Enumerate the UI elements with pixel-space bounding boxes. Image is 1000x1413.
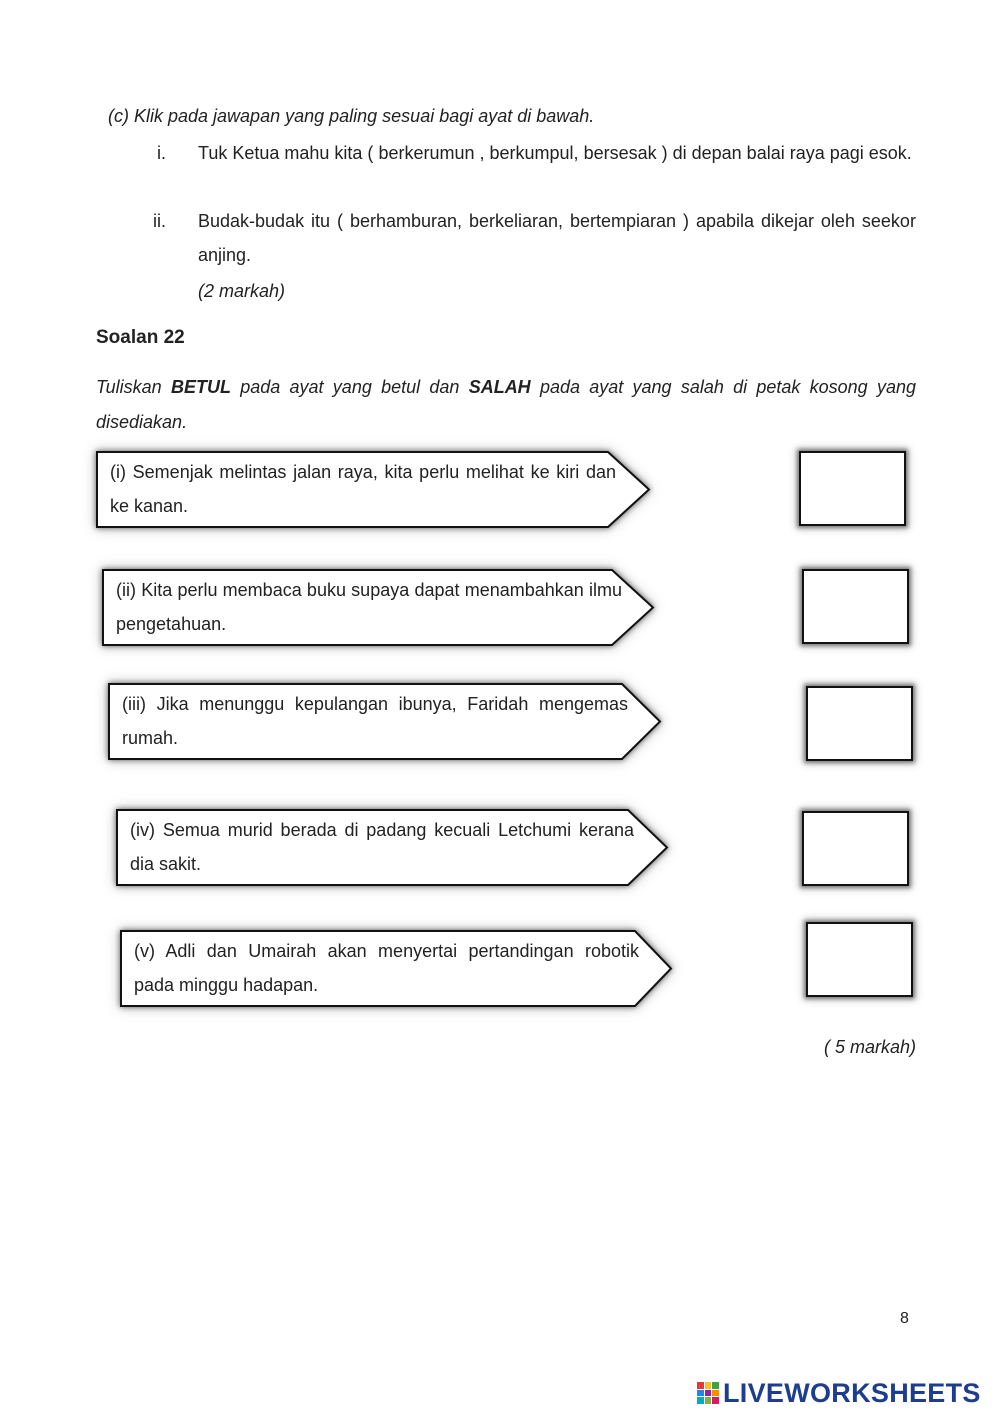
- logo-square: [705, 1397, 712, 1404]
- statement-ii-text: (ii) Kita perlu membaca buku supaya dapat menambahkan ilmu pengetahuan.: [116, 580, 622, 634]
- choice-berkeliaran[interactable]: berkeliaran: [468, 211, 559, 231]
- logo-grid-icon: [697, 1382, 719, 1404]
- answer-box-v[interactable]: [806, 922, 913, 997]
- item-ii-sentence: Budak-budak itu ( berhamburan, berkeliaran, bertempiaran ) apabila dikejar oleh seekor anjing.: [198, 211, 916, 265]
- question-22-title: Soalan 22: [96, 327, 185, 348]
- page-number: 8: [900, 1310, 909, 1327]
- choice-bersesak[interactable]: bersesak: [583, 143, 657, 163]
- logo-square: [697, 1397, 704, 1404]
- instruction-part-2: pada ayat yang betul dan: [240, 377, 460, 397]
- item-ii-before: Budak-budak itu (: [198, 211, 343, 231]
- choice-berhamburan[interactable]: berhamburan: [349, 211, 458, 231]
- statement-i: [96, 451, 650, 528]
- choice-berkumpul[interactable]: berkumpul: [489, 143, 574, 163]
- logo-square: [705, 1382, 712, 1389]
- item-i-before: Tuk Ketua mahu kita (: [198, 143, 374, 163]
- answer-box-iv[interactable]: [802, 811, 909, 886]
- answer-box-iii[interactable]: [806, 686, 913, 761]
- choice-bertempiaran[interactable]: bertempiaran: [569, 211, 677, 231]
- statement-iv-text: (iv) Semua murid berada di padang kecuali Letchumi kerana dia sakit.: [130, 820, 634, 874]
- choice-berkerumun[interactable]: berkerumun: [378, 143, 475, 163]
- part-c-marks: (2 markah): [198, 281, 286, 301]
- instruction-betul: BETUL: [170, 377, 231, 397]
- instruction-salah: SALAH: [468, 377, 531, 397]
- logo-square: [705, 1390, 712, 1397]
- item-i-after: ) di depan balai raya pagi esok.: [661, 143, 912, 163]
- statement-iii-text: (iii) Jika menunggu kepulangan ibunya, Faridah mengemas rumah.: [122, 694, 628, 748]
- item-ii-after: ) apabila dikejar oleh seekor anjing.: [198, 211, 916, 265]
- instruction-part-3: pada ayat yang salah di petak kosong yang disediakan.: [96, 377, 916, 432]
- answer-box-ii[interactable]: [802, 569, 909, 644]
- logo-brand-text: LIVEWORKSHEETS: [723, 1377, 981, 1408]
- logo-square: [697, 1382, 704, 1389]
- logo-square: [712, 1382, 719, 1389]
- logo-square: [697, 1390, 704, 1397]
- statement-iv: [116, 809, 668, 886]
- logo-square: [712, 1397, 719, 1404]
- item-i-sentence: Tuk Ketua mahu kita ( berkerumun , berkumpul, bersesak ) di depan balai raya pagi esok.: [198, 143, 912, 163]
- question-22-marks: ( 5 markah): [823, 1037, 916, 1057]
- statement-v-text: (v) Adli dan Umairah akan menyertai pertandingan robotik pada minggu hadapan.: [134, 941, 639, 995]
- statement-ii: [102, 569, 654, 646]
- statement-i-text: (i) Semenjak melintas jalan raya, kita perlu melihat ke kiri dan ke kanan.: [110, 462, 616, 516]
- answer-box-i[interactable]: [799, 451, 906, 526]
- part-c-instruction: (c) Klik pada jawapan yang paling sesuai bagi ayat di bawah.: [108, 106, 595, 126]
- question-22-instruction: [96, 370, 916, 440]
- logo-square: [712, 1390, 719, 1397]
- statement-iii: [108, 683, 661, 760]
- item-i-numeral: i.: [157, 143, 166, 163]
- item-ii-numeral: ii.: [153, 211, 166, 231]
- instruction-part-1: Tuliskan: [96, 377, 162, 397]
- statement-v: [120, 930, 672, 1007]
- liveworksheets-logo[interactable]: [697, 1375, 981, 1411]
